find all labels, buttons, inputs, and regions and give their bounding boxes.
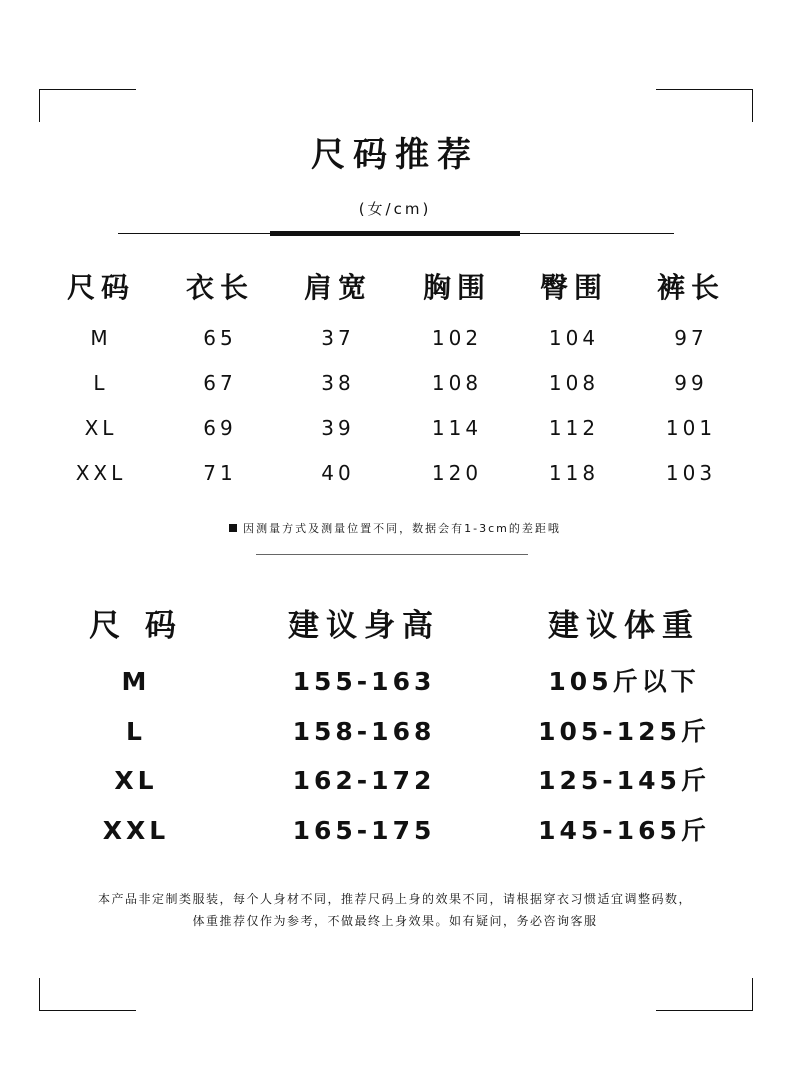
size-table-cell: 108 [431,371,483,395]
title-divider-accent [270,231,520,236]
disclaimer-line-1: 本产品非定制类服装，每个人身材不同，推荐尺码上身的效果不同，请根据穿衣习惯适宜调整码数， [97,892,692,906]
recommend-table-cell: 125-145斤 [538,766,710,795]
size-table-cell: 65 [203,326,237,350]
recommend-table-cell: 155-163 [292,667,436,696]
size-table-cell: L [93,371,109,395]
size-table-header: 臀围 [539,271,608,304]
recommend-table-header: 建议身高 [288,608,440,644]
page-title: 尺码推荐 [311,135,479,175]
size-table-cell: 104 [548,326,600,350]
corner-frame-bottom-left [39,978,136,1011]
size-table-cell: M [90,326,112,350]
recommend-table-cell: M [121,667,151,696]
size-table-cell: 118 [548,461,600,485]
size-table-cell: XL [84,416,118,440]
recommend-table-cell: XL [114,766,158,795]
page-subtitle: (女/cm) [358,200,432,218]
size-table-cell: 108 [548,371,600,395]
size-table-cell: 39 [321,416,355,440]
size-table-header: 衣长 [185,271,254,304]
measurement-note [0,519,790,539]
size-table-cell: 67 [203,371,237,395]
recommend-table-header: 尺 码 [89,608,183,644]
recommend-table-cell: XXL [102,815,170,845]
size-table-cell: 38 [321,371,355,395]
corner-frame-top-left [39,89,136,122]
size-table-cell: 112 [548,416,600,440]
recommend-table-cell: 162-172 [292,766,436,795]
size-table-header: 裤长 [656,271,725,304]
size-table-cell: 114 [431,416,483,440]
recommend-table-cell: 165-175 [292,815,436,845]
section-divider [256,554,528,555]
size-table-cell: 71 [203,461,237,485]
size-table-cell: 99 [674,371,708,395]
recommend-table-cell: 145-165斤 [538,815,710,845]
corner-frame-top-right [656,89,753,122]
measurement-note-text: 因测量方式及测量位置不同，数据会有1-3cm的差距哦 [243,522,561,535]
recommend-table-cell: 105-125斤 [538,716,710,746]
recommend-table-cell: L [126,716,146,746]
size-table-cell: 97 [674,326,708,350]
size-table-cell: 103 [665,461,717,485]
recommend-table-cell: 158-168 [292,716,436,746]
size-table-cell: 120 [431,461,483,485]
recommend-table-header: 建议体重 [548,608,700,644]
square-bullet-icon [229,524,237,532]
size-table-cell: 102 [431,326,483,350]
size-table-header: 肩宽 [303,271,372,304]
size-table-cell: 101 [665,416,717,440]
size-table-cell: 37 [321,326,355,350]
size-table-header: 尺码 [66,271,135,304]
size-table-cell: 69 [203,416,237,440]
size-table-cell: XXL [75,461,127,485]
size-table-cell: 40 [321,461,355,485]
corner-frame-bottom-right [656,978,753,1011]
disclaimer [0,888,790,932]
recommend-table-cell: 105斤以下 [548,667,700,696]
size-table-header: 胸围 [422,271,491,304]
disclaimer-line-2: 体重推荐仅作为参考，不做最终上身效果。如有疑问，务必咨询客服 [192,914,598,928]
